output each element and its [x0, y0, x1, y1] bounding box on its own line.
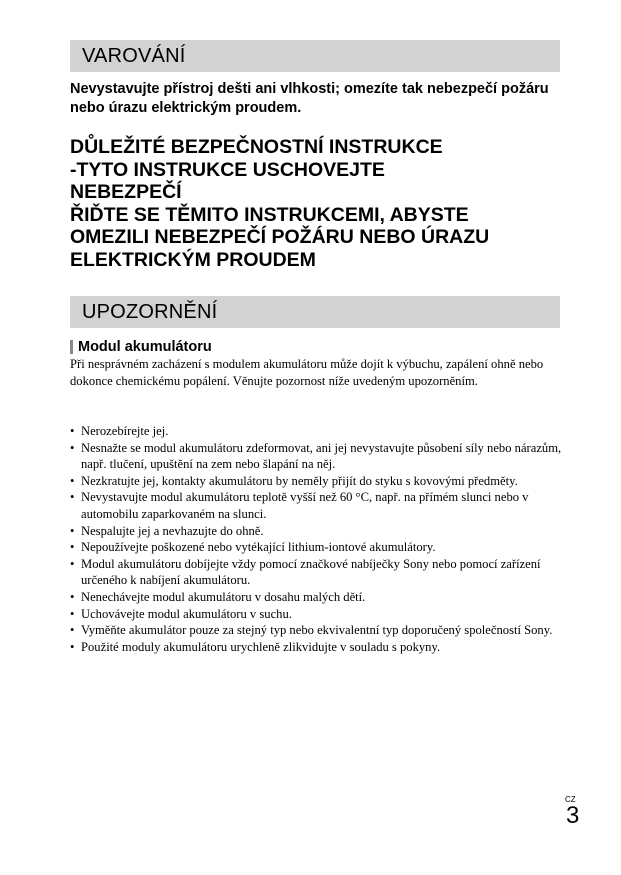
list-item-text: Nevystavujte modul akumulátoru teplotě vyšší než 60 °C, např. na přímém slunci nebo v automobilu zaparkovaném na slunci.: [81, 490, 529, 521]
list-item: [70, 489, 565, 522]
list-item: [70, 606, 565, 623]
list-item-text: Vyměňte akumulátor pouze za stejný typ nebo ekvivalentní typ doporučený společností Sony.: [81, 623, 553, 638]
safety-line: OMEZILI NEBEZPEČÍ POŽÁRU NEBO ÚRAZU: [70, 226, 490, 248]
list-item: [70, 622, 565, 639]
list-item: [70, 523, 565, 540]
safety-line: NEBEZPEČÍ: [70, 181, 182, 203]
list-item-text: Použité moduly akumulátoru urychleně zlikvidujte v souladu s pokyny.: [81, 639, 441, 654]
list-item: [70, 440, 565, 473]
bullet-icon: •: [70, 589, 75, 604]
list-item-text: Nenechávejte modul akumulátoru v dosahu malých dětí.: [81, 589, 366, 604]
caution-section-title: UPOZORNĚNÍ: [70, 296, 560, 328]
bullet-icon: •: [70, 440, 75, 455]
battery-intro-paragraph: Při nesprávném zacházení s modulem akumulátoru může dojít k výbuchu, zapálení ohně nebo dokonce chemickému popálení. Věnujte pozornost níže uvedeným upozorněním.: [70, 357, 544, 388]
list-item-text: Nepoužívejte poškozené nebo vytékající lithium-iontové akumulátory.: [81, 540, 436, 555]
bullet-icon: •: [70, 473, 75, 488]
page-number: 3: [566, 802, 580, 829]
bullet-icon: •: [70, 556, 75, 571]
language-code: CZ: [565, 795, 576, 804]
bullet-icon: •: [70, 540, 75, 555]
list-item: [70, 423, 565, 440]
list-item-text: Nezkratujte jej, kontakty akumulátoru by neměly přijít do styku s kovovými předměty.: [81, 473, 518, 488]
list-item-text: Nesnažte se modul akumulátoru zdeformovat, ani jej nevystavujte působení síly nebo nárazům, např. tlučení, upuštění na zem nebo šlapání na něj.: [81, 440, 562, 472]
bullet-icon: •: [70, 424, 75, 438]
safety-instructions-heading: [70, 136, 565, 271]
warning-text: Nevystavujte přístroj dešti ani vlhkosti; omezíte tak nebezpečí požáru nebo úrazu elektrickým proudem.: [70, 81, 549, 116]
list-item: [70, 539, 565, 556]
list-item: [70, 589, 565, 606]
safety-line: -TYTO INSTRUKCE USCHOVEJTE: [70, 158, 385, 181]
bullet-icon: •: [70, 639, 75, 654]
bullet-icon: •: [70, 523, 75, 538]
battery-subheading: [70, 338, 212, 356]
list-item-text: Uchovávejte modul akumulátoru v suchu.: [81, 606, 292, 621]
battery-subheading-text: Modul akumulátoru: [78, 339, 212, 355]
bullet-icon: •: [70, 606, 75, 621]
list-item: [70, 639, 565, 656]
list-item-text: Nespalujte jej a nevhazujte do ohně.: [81, 523, 264, 538]
bullet-icon: •: [70, 623, 75, 638]
battery-caution-list: [70, 423, 565, 655]
list-item: [70, 473, 565, 490]
list-item-text: Nerozebírejte jej.: [81, 424, 169, 438]
list-item-text: Modul akumulátoru dobíjejte vždy pomocí značkové nabíječky Sony nebo pomocí zařízení určeného k nabíjení akumulátoru.: [81, 556, 541, 588]
warning-section-title: VAROVÁNÍ: [70, 40, 560, 72]
safety-line: ŘIĎTE SE TĚMITO INSTRUKCEMI, ABYSTE: [70, 203, 469, 226]
safety-line: DŮLEŽITÉ BEZPEČNOSTNÍ INSTRUKCE: [70, 136, 443, 158]
subheading-marker: [70, 340, 73, 354]
list-item: [70, 556, 565, 589]
bullet-icon: •: [70, 490, 75, 505]
safety-line: ELEKTRICKÝM PROUDEM: [70, 248, 316, 271]
